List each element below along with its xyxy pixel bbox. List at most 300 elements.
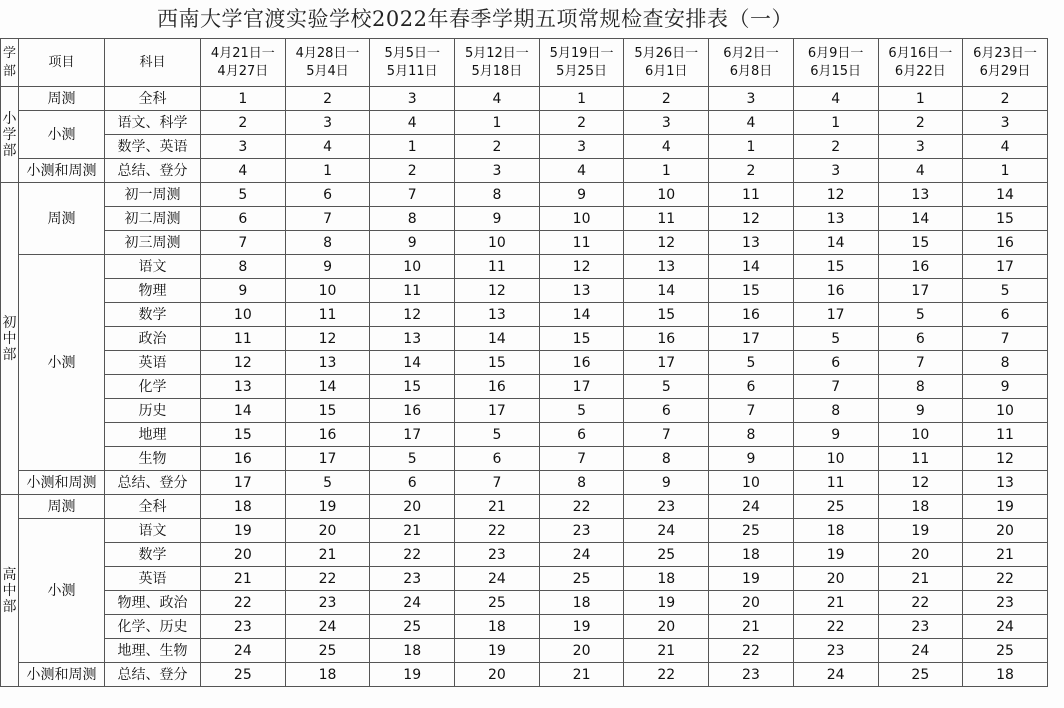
table-row bbox=[1, 399, 1048, 423]
value-cell: 15 bbox=[455, 351, 540, 375]
value-cell: 23 bbox=[709, 663, 794, 687]
value-cell: 20 bbox=[624, 615, 709, 639]
value-cell: 24 bbox=[793, 663, 878, 687]
week-end: 6月8日 bbox=[729, 63, 773, 79]
header-week-3 bbox=[370, 39, 455, 87]
value-cell: 21 bbox=[793, 591, 878, 615]
value-cell: 13 bbox=[201, 375, 286, 399]
value-cell: 24 bbox=[624, 519, 709, 543]
value-cell: 7 bbox=[963, 327, 1048, 351]
value-cell: 18 bbox=[285, 663, 370, 687]
value-cell: 15 bbox=[370, 375, 455, 399]
value-cell: 11 bbox=[624, 207, 709, 231]
header-week-8 bbox=[793, 39, 878, 87]
value-cell: 19 bbox=[201, 519, 286, 543]
value-cell: 18 bbox=[624, 567, 709, 591]
value-cell: 24 bbox=[539, 543, 624, 567]
value-cell: 10 bbox=[455, 231, 540, 255]
value-cell: 3 bbox=[455, 159, 540, 183]
value-cell: 3 bbox=[793, 159, 878, 183]
value-cell: 20 bbox=[201, 543, 286, 567]
value-cell: 19 bbox=[539, 615, 624, 639]
value-cell: 2 bbox=[793, 135, 878, 159]
value-cell: 13 bbox=[878, 183, 963, 207]
value-cell: 17 bbox=[455, 399, 540, 423]
value-cell: 9 bbox=[370, 231, 455, 255]
value-cell: 6 bbox=[963, 303, 1048, 327]
value-cell: 4 bbox=[455, 87, 540, 111]
value-cell: 6 bbox=[285, 183, 370, 207]
value-cell: 17 bbox=[793, 303, 878, 327]
item-cell: 周测 bbox=[19, 87, 105, 111]
value-cell: 15 bbox=[624, 303, 709, 327]
value-cell: 23 bbox=[793, 639, 878, 663]
value-cell: 12 bbox=[370, 303, 455, 327]
value-cell: 10 bbox=[878, 423, 963, 447]
value-cell: 7 bbox=[455, 471, 540, 495]
table-row bbox=[1, 111, 1048, 135]
value-cell: 7 bbox=[370, 183, 455, 207]
table-row bbox=[1, 615, 1048, 639]
table-row bbox=[1, 375, 1048, 399]
value-cell: 23 bbox=[285, 591, 370, 615]
value-cell: 9 bbox=[963, 375, 1048, 399]
value-cell: 3 bbox=[201, 135, 286, 159]
value-cell: 6 bbox=[370, 471, 455, 495]
value-cell: 16 bbox=[285, 423, 370, 447]
division-cell: 初中部 bbox=[1, 183, 19, 495]
value-cell: 8 bbox=[539, 471, 624, 495]
value-cell: 13 bbox=[455, 303, 540, 327]
table-row bbox=[1, 159, 1048, 183]
value-cell: 3 bbox=[709, 87, 794, 111]
item-cell: 小测和周测 bbox=[19, 663, 105, 687]
header-item: 项目 bbox=[19, 39, 105, 87]
table-row bbox=[1, 327, 1048, 351]
value-cell: 13 bbox=[709, 231, 794, 255]
value-cell: 8 bbox=[624, 447, 709, 471]
value-cell: 18 bbox=[370, 639, 455, 663]
value-cell: 21 bbox=[201, 567, 286, 591]
value-cell: 16 bbox=[455, 375, 540, 399]
value-cell: 14 bbox=[539, 303, 624, 327]
table-row bbox=[1, 591, 1048, 615]
value-cell: 17 bbox=[963, 255, 1048, 279]
value-cell: 25 bbox=[201, 663, 286, 687]
value-cell: 1 bbox=[963, 159, 1048, 183]
value-cell: 11 bbox=[963, 423, 1048, 447]
subject-cell: 化学、历史 bbox=[105, 615, 201, 639]
value-cell: 14 bbox=[709, 255, 794, 279]
value-cell: 9 bbox=[201, 279, 286, 303]
value-cell: 17 bbox=[709, 327, 794, 351]
value-cell: 6 bbox=[624, 399, 709, 423]
table-row bbox=[1, 543, 1048, 567]
value-cell: 13 bbox=[370, 327, 455, 351]
value-cell: 1 bbox=[624, 159, 709, 183]
value-cell: 3 bbox=[539, 135, 624, 159]
value-cell: 4 bbox=[963, 135, 1048, 159]
value-cell: 20 bbox=[709, 591, 794, 615]
value-cell: 16 bbox=[963, 231, 1048, 255]
value-cell: 14 bbox=[963, 183, 1048, 207]
value-cell: 7 bbox=[624, 423, 709, 447]
value-cell: 5 bbox=[370, 447, 455, 471]
value-cell: 16 bbox=[539, 351, 624, 375]
value-cell: 1 bbox=[709, 135, 794, 159]
value-cell: 21 bbox=[370, 519, 455, 543]
week-start: 5月12日一 bbox=[464, 45, 529, 61]
header-week-9 bbox=[878, 39, 963, 87]
value-cell: 10 bbox=[709, 471, 794, 495]
subject-cell: 生物 bbox=[105, 447, 201, 471]
value-cell: 23 bbox=[539, 519, 624, 543]
table-row bbox=[1, 87, 1048, 111]
header-subject: 科目 bbox=[105, 39, 201, 87]
value-cell: 11 bbox=[370, 279, 455, 303]
table-row bbox=[1, 279, 1048, 303]
value-cell: 9 bbox=[624, 471, 709, 495]
value-cell: 5 bbox=[285, 471, 370, 495]
item-cell: 小测 bbox=[19, 111, 105, 159]
value-cell: 2 bbox=[455, 135, 540, 159]
value-cell: 4 bbox=[201, 159, 286, 183]
value-cell: 19 bbox=[878, 519, 963, 543]
value-cell: 3 bbox=[624, 111, 709, 135]
value-cell: 16 bbox=[624, 327, 709, 351]
value-cell: 15 bbox=[539, 327, 624, 351]
item-cell: 周测 bbox=[19, 183, 105, 255]
division-cell: 小学部 bbox=[1, 87, 19, 183]
value-cell: 25 bbox=[793, 495, 878, 519]
value-cell: 2 bbox=[624, 87, 709, 111]
value-cell: 14 bbox=[370, 351, 455, 375]
value-cell: 12 bbox=[285, 327, 370, 351]
value-cell: 5 bbox=[201, 183, 286, 207]
week-start: 4月28日一 bbox=[295, 45, 360, 61]
value-cell: 11 bbox=[285, 303, 370, 327]
subject-cell: 语文 bbox=[105, 519, 201, 543]
value-cell: 9 bbox=[455, 207, 540, 231]
value-cell: 2 bbox=[370, 159, 455, 183]
value-cell: 20 bbox=[878, 543, 963, 567]
week-end: 6月15日 bbox=[810, 63, 862, 79]
value-cell: 19 bbox=[455, 639, 540, 663]
value-cell: 5 bbox=[624, 375, 709, 399]
subject-cell: 初一周测 bbox=[105, 183, 201, 207]
value-cell: 24 bbox=[370, 591, 455, 615]
value-cell: 19 bbox=[624, 591, 709, 615]
value-cell: 17 bbox=[285, 447, 370, 471]
week-end: 6月22日 bbox=[894, 63, 946, 79]
item-cell: 小测和周测 bbox=[19, 159, 105, 183]
value-cell: 14 bbox=[624, 279, 709, 303]
value-cell: 22 bbox=[539, 495, 624, 519]
value-cell: 6 bbox=[201, 207, 286, 231]
week-start: 4月21日一 bbox=[210, 45, 275, 61]
value-cell: 8 bbox=[709, 423, 794, 447]
value-cell: 1 bbox=[201, 87, 286, 111]
table-row bbox=[1, 135, 1048, 159]
week-start: 5月5日一 bbox=[384, 45, 440, 61]
value-cell: 8 bbox=[370, 207, 455, 231]
value-cell: 22 bbox=[285, 567, 370, 591]
value-cell: 2 bbox=[878, 111, 963, 135]
value-cell: 9 bbox=[709, 447, 794, 471]
value-cell: 25 bbox=[370, 615, 455, 639]
value-cell: 19 bbox=[963, 495, 1048, 519]
value-cell: 19 bbox=[370, 663, 455, 687]
week-start: 6月2日一 bbox=[723, 45, 779, 61]
week-end: 6月1日 bbox=[645, 63, 688, 79]
value-cell: 10 bbox=[285, 279, 370, 303]
value-cell: 5 bbox=[793, 327, 878, 351]
value-cell: 4 bbox=[878, 159, 963, 183]
week-end: 5月4日 bbox=[306, 63, 349, 79]
value-cell: 24 bbox=[709, 495, 794, 519]
value-cell: 24 bbox=[963, 615, 1048, 639]
table-row bbox=[1, 471, 1048, 495]
value-cell: 17 bbox=[624, 351, 709, 375]
value-cell: 7 bbox=[878, 351, 963, 375]
item-cell: 小测 bbox=[19, 519, 105, 663]
value-cell: 1 bbox=[539, 87, 624, 111]
subject-cell: 初二周测 bbox=[105, 207, 201, 231]
subject-cell: 数学 bbox=[105, 303, 201, 327]
value-cell: 22 bbox=[455, 519, 540, 543]
value-cell: 18 bbox=[793, 519, 878, 543]
value-cell: 6 bbox=[793, 351, 878, 375]
value-cell: 15 bbox=[285, 399, 370, 423]
value-cell: 18 bbox=[709, 543, 794, 567]
value-cell: 21 bbox=[539, 663, 624, 687]
value-cell: 8 bbox=[793, 399, 878, 423]
value-cell: 1 bbox=[455, 111, 540, 135]
subject-cell: 地理、生物 bbox=[105, 639, 201, 663]
value-cell: 24 bbox=[455, 567, 540, 591]
value-cell: 13 bbox=[624, 255, 709, 279]
value-cell: 17 bbox=[201, 471, 286, 495]
value-cell: 12 bbox=[539, 255, 624, 279]
value-cell: 10 bbox=[963, 399, 1048, 423]
value-cell: 21 bbox=[624, 639, 709, 663]
header-week-2 bbox=[285, 39, 370, 87]
subject-cell: 地理 bbox=[105, 423, 201, 447]
subject-cell: 数学、英语 bbox=[105, 135, 201, 159]
value-cell: 25 bbox=[624, 543, 709, 567]
header-week-7 bbox=[709, 39, 794, 87]
subject-cell: 物理 bbox=[105, 279, 201, 303]
value-cell: 12 bbox=[878, 471, 963, 495]
value-cell: 9 bbox=[878, 399, 963, 423]
value-cell: 23 bbox=[878, 615, 963, 639]
value-cell: 8 bbox=[963, 351, 1048, 375]
value-cell: 18 bbox=[539, 591, 624, 615]
value-cell: 11 bbox=[709, 183, 794, 207]
value-cell: 22 bbox=[793, 615, 878, 639]
value-cell: 22 bbox=[370, 543, 455, 567]
value-cell: 14 bbox=[455, 327, 540, 351]
subject-cell: 初三周测 bbox=[105, 231, 201, 255]
table-row bbox=[1, 351, 1048, 375]
header-week-10 bbox=[963, 39, 1048, 87]
header-week-4 bbox=[455, 39, 540, 87]
value-cell: 6 bbox=[455, 447, 540, 471]
value-cell: 2 bbox=[963, 87, 1048, 111]
value-cell: 20 bbox=[539, 639, 624, 663]
value-cell: 13 bbox=[539, 279, 624, 303]
value-cell: 23 bbox=[370, 567, 455, 591]
value-cell: 22 bbox=[201, 591, 286, 615]
table-row bbox=[1, 183, 1048, 207]
value-cell: 23 bbox=[963, 591, 1048, 615]
value-cell: 9 bbox=[539, 183, 624, 207]
week-end: 5月18日 bbox=[471, 63, 523, 79]
value-cell: 7 bbox=[285, 207, 370, 231]
value-cell: 16 bbox=[709, 303, 794, 327]
value-cell: 21 bbox=[878, 567, 963, 591]
value-cell: 25 bbox=[285, 639, 370, 663]
header-division: 学部 bbox=[1, 39, 19, 87]
schedule-table bbox=[0, 38, 1048, 687]
table-row bbox=[1, 255, 1048, 279]
value-cell: 5 bbox=[539, 399, 624, 423]
value-cell: 7 bbox=[709, 399, 794, 423]
value-cell: 10 bbox=[370, 255, 455, 279]
value-cell: 11 bbox=[455, 255, 540, 279]
value-cell: 12 bbox=[963, 447, 1048, 471]
value-cell: 19 bbox=[285, 495, 370, 519]
value-cell: 11 bbox=[539, 231, 624, 255]
value-cell: 2 bbox=[709, 159, 794, 183]
value-cell: 18 bbox=[201, 495, 286, 519]
value-cell: 9 bbox=[793, 423, 878, 447]
value-cell: 14 bbox=[201, 399, 286, 423]
value-cell: 14 bbox=[878, 207, 963, 231]
value-cell: 8 bbox=[878, 375, 963, 399]
value-cell: 12 bbox=[201, 351, 286, 375]
value-cell: 23 bbox=[455, 543, 540, 567]
value-cell: 4 bbox=[793, 87, 878, 111]
header-week-6 bbox=[624, 39, 709, 87]
value-cell: 4 bbox=[709, 111, 794, 135]
value-cell: 9 bbox=[285, 255, 370, 279]
value-cell: 12 bbox=[793, 183, 878, 207]
week-end: 5月25日 bbox=[556, 63, 607, 79]
value-cell: 17 bbox=[539, 375, 624, 399]
value-cell: 17 bbox=[878, 279, 963, 303]
value-cell: 4 bbox=[370, 111, 455, 135]
value-cell: 24 bbox=[878, 639, 963, 663]
value-cell: 25 bbox=[963, 639, 1048, 663]
value-cell: 20 bbox=[370, 495, 455, 519]
value-cell: 25 bbox=[455, 591, 540, 615]
value-cell: 11 bbox=[878, 447, 963, 471]
table-row bbox=[1, 519, 1048, 543]
value-cell: 13 bbox=[793, 207, 878, 231]
value-cell: 13 bbox=[285, 351, 370, 375]
table-row bbox=[1, 639, 1048, 663]
value-cell: 7 bbox=[793, 375, 878, 399]
subject-cell: 历史 bbox=[105, 399, 201, 423]
value-cell: 25 bbox=[709, 519, 794, 543]
week-end: 6月29日 bbox=[979, 63, 1031, 79]
value-cell: 1 bbox=[878, 87, 963, 111]
week-start: 5月19日一 bbox=[549, 45, 614, 61]
table-row bbox=[1, 231, 1048, 255]
value-cell: 21 bbox=[963, 543, 1048, 567]
week-end: 5月11日 bbox=[386, 63, 438, 79]
value-cell: 10 bbox=[201, 303, 286, 327]
value-cell: 11 bbox=[201, 327, 286, 351]
value-cell: 6 bbox=[709, 375, 794, 399]
value-cell: 12 bbox=[455, 279, 540, 303]
item-cell: 小测 bbox=[19, 255, 105, 471]
value-cell: 12 bbox=[624, 231, 709, 255]
division-cell: 高中部 bbox=[1, 495, 19, 687]
value-cell: 25 bbox=[539, 567, 624, 591]
value-cell: 19 bbox=[709, 567, 794, 591]
value-cell: 22 bbox=[624, 663, 709, 687]
subject-cell: 政治 bbox=[105, 327, 201, 351]
value-cell: 20 bbox=[455, 663, 540, 687]
value-cell: 24 bbox=[285, 615, 370, 639]
subject-cell: 数学 bbox=[105, 543, 201, 567]
value-cell: 10 bbox=[539, 207, 624, 231]
value-cell: 7 bbox=[539, 447, 624, 471]
value-cell: 13 bbox=[963, 471, 1048, 495]
table-row bbox=[1, 207, 1048, 231]
table-row bbox=[1, 495, 1048, 519]
value-cell: 8 bbox=[285, 231, 370, 255]
subject-cell: 总结、登分 bbox=[105, 159, 201, 183]
value-cell: 6 bbox=[539, 423, 624, 447]
table-row bbox=[1, 303, 1048, 327]
value-cell: 21 bbox=[709, 615, 794, 639]
table-row bbox=[1, 567, 1048, 591]
value-cell: 4 bbox=[539, 159, 624, 183]
subject-cell: 物理、政治 bbox=[105, 591, 201, 615]
value-cell: 21 bbox=[455, 495, 540, 519]
value-cell: 15 bbox=[963, 207, 1048, 231]
week-start: 5月26日一 bbox=[634, 45, 699, 61]
value-cell: 10 bbox=[793, 447, 878, 471]
value-cell: 18 bbox=[963, 663, 1048, 687]
header-week-5 bbox=[539, 39, 624, 87]
week-end: 4月27日 bbox=[217, 63, 269, 79]
value-cell: 3 bbox=[370, 87, 455, 111]
value-cell: 24 bbox=[201, 639, 286, 663]
value-cell: 20 bbox=[793, 567, 878, 591]
value-cell: 20 bbox=[285, 519, 370, 543]
value-cell: 10 bbox=[624, 183, 709, 207]
value-cell: 6 bbox=[878, 327, 963, 351]
table-row bbox=[1, 423, 1048, 447]
week-start: 6月16日一 bbox=[888, 45, 953, 61]
header-row bbox=[1, 39, 1048, 87]
table-row bbox=[1, 663, 1048, 687]
value-cell: 18 bbox=[878, 495, 963, 519]
value-cell: 8 bbox=[201, 255, 286, 279]
value-cell: 23 bbox=[201, 615, 286, 639]
document-title: 西南大学官渡实验学校2022年春季学期五项常规检查安排表（一） bbox=[157, 7, 793, 31]
value-cell: 12 bbox=[709, 207, 794, 231]
value-cell: 19 bbox=[793, 543, 878, 567]
value-cell: 17 bbox=[370, 423, 455, 447]
value-cell: 15 bbox=[709, 279, 794, 303]
value-cell: 16 bbox=[370, 399, 455, 423]
value-cell: 5 bbox=[878, 303, 963, 327]
